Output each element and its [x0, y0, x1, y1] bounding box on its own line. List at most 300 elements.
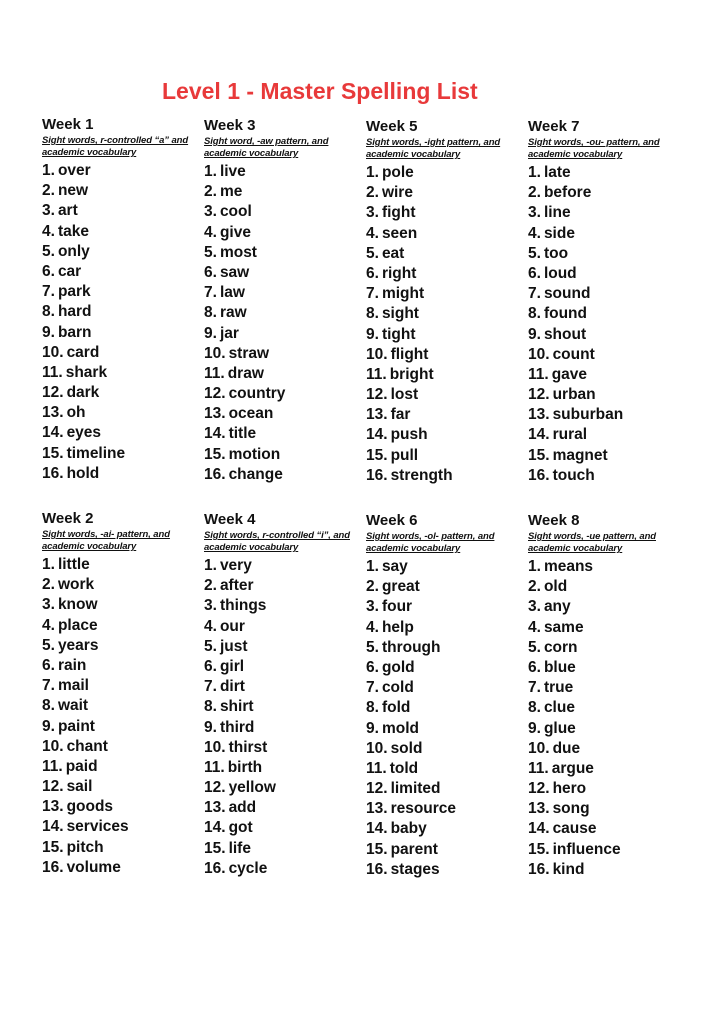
spelling-word: little: [57, 556, 90, 573]
spelling-word: wire: [381, 184, 413, 202]
week-title: Week 5: [366, 118, 418, 135]
item-number: 1.: [366, 558, 379, 575]
spelling-word: rural: [552, 426, 588, 444]
list-item: [528, 658, 688, 678]
item-number: 16.: [528, 860, 550, 878]
list-item: [528, 799, 688, 819]
list-item: [528, 840, 688, 860]
spelling-word: fold: [381, 699, 411, 717]
spelling-word: resource: [390, 800, 457, 818]
item-number: 6.: [204, 263, 217, 281]
spelling-word: birth: [227, 758, 263, 776]
item-number: 2.: [528, 184, 541, 202]
item-number: 4.: [366, 618, 379, 636]
item-number: 11.: [366, 759, 387, 777]
spelling-word: place: [57, 616, 98, 634]
list-item: [528, 577, 688, 597]
item-number: 4.: [528, 224, 541, 242]
list-item: [204, 202, 364, 222]
item-number: 9.: [42, 717, 55, 735]
list-item: [366, 365, 526, 385]
spelling-word: argue: [551, 759, 594, 777]
list-item: [42, 181, 202, 201]
list-item: [204, 465, 364, 485]
item-number: 16.: [42, 858, 64, 876]
spelling-word: hard: [57, 303, 92, 321]
item-number: 5.: [528, 244, 541, 262]
list-item: [528, 163, 688, 183]
item-number: 13.: [204, 405, 226, 423]
list-item: [528, 385, 688, 405]
spelling-word: seen: [381, 224, 418, 242]
spelling-word: hero: [552, 780, 587, 798]
word-list: [528, 163, 688, 486]
list-item: [42, 797, 202, 817]
item-number: 5.: [204, 243, 217, 261]
spelling-word: right: [381, 264, 417, 282]
spelling-word: gold: [381, 658, 415, 676]
item-number: 11.: [204, 758, 225, 776]
item-number: 6.: [366, 264, 379, 282]
list-item: [366, 224, 526, 244]
spelling-word: cause: [552, 820, 597, 838]
spelling-word: title: [228, 425, 257, 443]
item-number: 5.: [528, 638, 541, 656]
item-number: 6.: [204, 657, 217, 675]
list-item: [42, 282, 202, 302]
spelling-word: tight: [381, 325, 416, 343]
list-item: [204, 324, 364, 344]
spelling-word: gave: [551, 365, 588, 383]
week-subtitle: Sight words, -ai- pattern, and academic vocabulary: [42, 529, 170, 552]
list-item: [366, 779, 526, 799]
spelling-word: new: [57, 182, 89, 200]
spelling-word: far: [390, 406, 411, 424]
item-number: 5.: [204, 637, 217, 655]
list-item: [204, 798, 364, 818]
list-item: [366, 244, 526, 264]
item-number: 16.: [366, 860, 388, 878]
list-item: [528, 759, 688, 779]
list-item: [42, 838, 202, 858]
list-item: [204, 556, 364, 576]
week-block: [42, 510, 202, 878]
list-item: [42, 777, 202, 797]
list-item: [528, 698, 688, 718]
spelling-word: volume: [66, 858, 121, 876]
spelling-word: clue: [543, 699, 575, 717]
spelling-word: draw: [227, 364, 264, 382]
list-item: [528, 618, 688, 638]
list-item: [366, 618, 526, 638]
item-number: 2.: [42, 182, 55, 200]
spelling-word: great: [381, 578, 420, 596]
item-number: 10.: [42, 343, 64, 361]
spelling-word: over: [57, 162, 91, 179]
spelling-word: due: [552, 739, 581, 757]
item-number: 15.: [42, 838, 64, 856]
list-item: [42, 817, 202, 837]
list-item: [42, 737, 202, 757]
list-item: [366, 840, 526, 860]
spelling-word: late: [543, 164, 571, 181]
list-item: [204, 738, 364, 758]
list-item: [42, 656, 202, 676]
item-number: 7.: [528, 285, 541, 303]
spelling-word: suburban: [552, 406, 624, 424]
list-item: [366, 304, 526, 324]
spelling-word: raw: [219, 304, 247, 322]
item-number: 8.: [204, 304, 217, 322]
spelling-word: years: [57, 636, 99, 654]
list-item: [42, 696, 202, 716]
spelling-word: yellow: [228, 779, 276, 797]
spelling-word: jar: [219, 324, 239, 342]
week-title: Week 7: [528, 118, 580, 135]
list-item: [528, 224, 688, 244]
list-item: [528, 819, 688, 839]
list-item: [42, 858, 202, 878]
list-item: [366, 466, 526, 486]
spelling-word: card: [66, 343, 100, 361]
spelling-word: shirt: [219, 698, 254, 716]
spelling-word: line: [543, 204, 571, 222]
week-subtitle: Sight words, -ight pattern, and academic vocabulary: [366, 137, 501, 160]
list-item: [366, 819, 526, 839]
week-block: [366, 512, 526, 880]
spelling-word: ocean: [228, 405, 274, 423]
list-item: [528, 244, 688, 264]
spelling-word: found: [543, 305, 587, 323]
item-number: 16.: [204, 465, 226, 483]
list-item: [528, 739, 688, 759]
list-item: [204, 424, 364, 444]
item-number: 5.: [42, 242, 55, 260]
item-number: 7.: [204, 284, 217, 302]
item-number: 1.: [204, 557, 217, 574]
spelling-word: got: [228, 819, 253, 837]
spelling-word: baby: [390, 820, 427, 838]
spelling-word: told: [389, 759, 419, 777]
item-number: 3.: [204, 203, 217, 221]
spelling-word: most: [219, 243, 257, 261]
spelling-word: life: [228, 839, 251, 857]
list-item: [366, 264, 526, 284]
spelling-word: give: [219, 223, 251, 241]
spelling-word: sail: [66, 778, 93, 796]
spelling-word: me: [219, 183, 243, 201]
item-number: 12.: [528, 386, 550, 404]
spelling-word: thirst: [228, 738, 268, 756]
list-item: [366, 698, 526, 718]
week-block: [204, 511, 364, 879]
item-number: 2.: [42, 576, 55, 594]
item-number: 15.: [366, 840, 388, 858]
list-item: [42, 161, 202, 181]
spelling-word: law: [219, 284, 245, 302]
list-item: [42, 676, 202, 696]
item-number: 14.: [42, 424, 64, 442]
spelling-word: lost: [390, 386, 419, 404]
item-number: 5.: [366, 638, 379, 656]
word-list: [366, 163, 526, 486]
spelling-word: sight: [381, 305, 419, 323]
spelling-word: pitch: [66, 838, 104, 856]
spelling-word: country: [228, 385, 286, 403]
item-number: 3.: [528, 204, 541, 222]
list-item: [528, 203, 688, 223]
list-item: [42, 302, 202, 322]
spelling-word: loud: [543, 264, 577, 282]
item-number: 7.: [366, 285, 379, 303]
item-number: 2.: [528, 578, 541, 596]
spelling-word: same: [543, 618, 584, 636]
item-number: 8.: [204, 698, 217, 716]
list-item: [366, 739, 526, 759]
item-number: 14.: [528, 820, 550, 838]
spelling-word: just: [219, 637, 248, 655]
list-item: [528, 719, 688, 739]
week-title: Week 2: [42, 510, 94, 527]
item-number: 6.: [528, 658, 541, 676]
list-item: [42, 403, 202, 423]
spelling-word: park: [57, 283, 91, 301]
spelling-word: wait: [57, 697, 89, 715]
spelling-word: dirt: [219, 678, 245, 696]
list-item: [204, 859, 364, 879]
list-item: [42, 262, 202, 282]
item-number: 9.: [528, 719, 541, 737]
item-number: 13.: [42, 404, 64, 422]
item-number: 7.: [528, 679, 541, 697]
spelling-word: paid: [65, 757, 98, 775]
item-number: 8.: [528, 699, 541, 717]
spelling-word: third: [219, 718, 255, 736]
spelling-word: glue: [543, 719, 576, 737]
spelling-word: add: [228, 799, 257, 817]
list-item: [42, 444, 202, 464]
item-number: 9.: [366, 325, 379, 343]
spelling-word: very: [219, 557, 252, 574]
list-item: [528, 446, 688, 466]
list-item: [528, 405, 688, 425]
item-number: 8.: [366, 305, 379, 323]
spelling-word: kind: [552, 860, 585, 878]
spelling-word: too: [543, 244, 569, 262]
list-item: [204, 596, 364, 616]
item-number: 14.: [528, 426, 550, 444]
item-number: 9.: [204, 718, 217, 736]
list-item: [42, 636, 202, 656]
list-item: [366, 203, 526, 223]
list-item: [42, 555, 202, 575]
list-item: [528, 183, 688, 203]
item-number: 14.: [366, 820, 388, 838]
spelling-word: car: [57, 262, 82, 280]
item-number: 8.: [366, 699, 379, 717]
spelling-word: girl: [219, 657, 245, 675]
list-item: [204, 445, 364, 465]
item-number: 16.: [366, 466, 388, 484]
list-item: [204, 677, 364, 697]
item-number: 13.: [528, 800, 550, 818]
spelling-word: sold: [390, 739, 423, 757]
week-title: Week 8: [528, 512, 580, 529]
item-number: 4.: [42, 222, 55, 240]
list-item: [42, 343, 202, 363]
list-item: [42, 757, 202, 777]
list-item: [366, 638, 526, 658]
page-title: Level 1 - Master Spelling List: [162, 78, 478, 104]
item-number: 9.: [42, 323, 55, 341]
list-item: [528, 779, 688, 799]
list-item: [366, 719, 526, 739]
item-number: 9.: [204, 324, 217, 342]
spelling-word: limited: [390, 780, 441, 798]
item-number: 10.: [366, 345, 388, 363]
item-number: 7.: [42, 677, 55, 695]
item-number: 6.: [528, 264, 541, 282]
spelling-word: mold: [381, 719, 419, 737]
item-number: 9.: [528, 325, 541, 343]
item-number: 10.: [528, 345, 550, 363]
list-item: [204, 778, 364, 798]
item-number: 4.: [366, 224, 379, 242]
spelling-word: chant: [66, 737, 108, 755]
item-number: 5.: [366, 244, 379, 262]
list-item: [366, 345, 526, 365]
spelling-word: shout: [543, 325, 587, 343]
list-item: [42, 201, 202, 221]
item-number: 11.: [366, 365, 387, 383]
item-number: 15.: [528, 446, 550, 464]
spelling-word: goods: [66, 798, 114, 816]
spelling-word: through: [381, 638, 441, 656]
list-item: [42, 575, 202, 595]
item-number: 3.: [528, 598, 541, 616]
list-item: [204, 697, 364, 717]
item-number: 15.: [528, 840, 550, 858]
list-item: [366, 284, 526, 304]
list-item: [366, 425, 526, 445]
list-item: [528, 678, 688, 698]
spelling-word: old: [543, 578, 568, 596]
list-item: [366, 163, 526, 183]
week-subtitle: Sight words, r-controlled “a” and academic vocabulary: [42, 135, 189, 158]
list-item: [528, 638, 688, 658]
item-number: 14.: [204, 425, 226, 443]
spelling-word: oh: [66, 404, 86, 422]
item-number: 6.: [42, 262, 55, 280]
list-item: [366, 577, 526, 597]
list-item: [366, 678, 526, 698]
item-number: 4.: [528, 618, 541, 636]
item-number: 11.: [42, 363, 63, 381]
spelling-word: only: [57, 242, 90, 260]
item-number: 16.: [528, 466, 550, 484]
spelling-word: eat: [381, 244, 405, 262]
item-number: 10.: [528, 739, 550, 757]
list-item: [528, 557, 688, 577]
list-item: [42, 383, 202, 403]
spelling-word: push: [390, 426, 428, 444]
week-subtitle: Sight words, r-controlled “i”, and academic vocabulary: [204, 530, 350, 553]
spelling-word: shark: [65, 363, 108, 381]
item-number: 11.: [204, 364, 225, 382]
list-item: [528, 325, 688, 345]
spelling-word: timeline: [66, 444, 126, 462]
spelling-word: barn: [57, 323, 92, 341]
spelling-word: straw: [228, 344, 270, 362]
spelling-word: strength: [390, 466, 453, 484]
list-item: [204, 182, 364, 202]
list-item: [204, 576, 364, 596]
week-subtitle: Sight words, -ol- pattern, and academic vocabulary: [366, 531, 495, 554]
word-list: [204, 556, 364, 879]
item-number: 1.: [366, 164, 379, 181]
spelling-word: rain: [57, 656, 87, 674]
item-number: 12.: [366, 386, 388, 404]
spelling-word: might: [381, 285, 425, 303]
item-number: 2.: [366, 578, 379, 596]
week-title: Week 1: [42, 116, 94, 133]
item-number: 7.: [42, 283, 55, 301]
spelling-word: art: [57, 202, 78, 220]
item-number: 11.: [42, 757, 63, 775]
item-number: 5.: [42, 636, 55, 654]
list-item: [366, 759, 526, 779]
list-item: [528, 304, 688, 324]
word-list: [528, 557, 688, 880]
item-number: 11.: [528, 759, 549, 777]
week-subtitle: Sight word, -aw pattern, and academic vocabulary: [204, 136, 329, 159]
item-number: 13.: [366, 800, 388, 818]
list-item: [42, 717, 202, 737]
spelling-word: blue: [543, 658, 576, 676]
list-item: [42, 595, 202, 615]
item-number: 16.: [204, 859, 226, 877]
item-number: 3.: [42, 202, 55, 220]
spelling-word: say: [381, 558, 408, 575]
item-number: 12.: [204, 779, 226, 797]
list-item: [204, 303, 364, 323]
week-block: [42, 116, 202, 484]
item-number: 3.: [42, 596, 55, 614]
item-number: 10.: [42, 737, 64, 755]
word-list: [42, 555, 202, 878]
spelling-word: magnet: [552, 446, 608, 464]
spelling-word: song: [552, 800, 590, 818]
item-number: 16.: [42, 464, 64, 482]
item-number: 2.: [204, 183, 217, 201]
spelling-word: any: [543, 598, 571, 616]
word-list: [204, 162, 364, 485]
spelling-word: cold: [381, 679, 414, 697]
item-number: 3.: [366, 598, 379, 616]
list-item: [528, 597, 688, 617]
spelling-word: cycle: [228, 859, 268, 877]
list-item: [204, 818, 364, 838]
item-number: 8.: [528, 305, 541, 323]
item-number: 15.: [204, 445, 226, 463]
spelling-word: help: [381, 618, 414, 636]
item-number: 12.: [366, 780, 388, 798]
list-item: [42, 363, 202, 383]
list-item: [204, 384, 364, 404]
week-subtitle: Sight words, -ou- pattern, and academic vocabulary: [528, 137, 660, 160]
list-item: [366, 183, 526, 203]
spelling-word: paint: [57, 717, 95, 735]
